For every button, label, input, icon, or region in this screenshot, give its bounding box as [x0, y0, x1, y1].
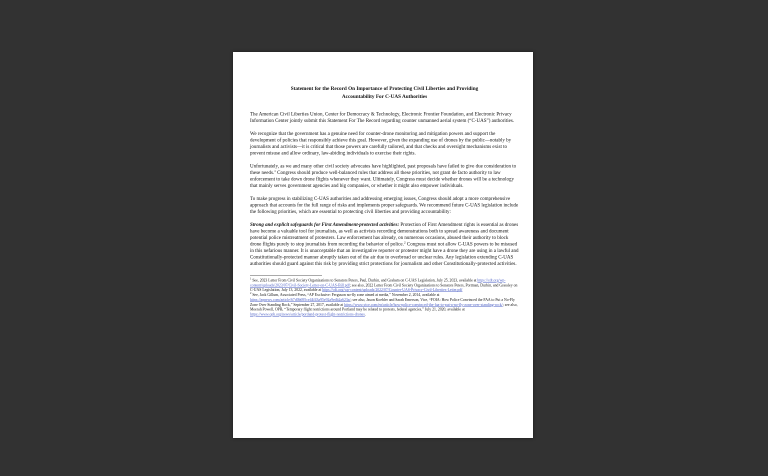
footnote-reference-2: 2 — [403, 240, 406, 245]
document-page-content — [233, 52, 533, 438]
footnote-marker-2: 2 — [250, 292, 252, 296]
footnote-text: ; see also, Meerah Powell, OPB, “Temporary flight restrictions around Portland may be related to protests, federal agencies,” July 21, 2020, available at — [250, 302, 518, 312]
paragraph-text: Unfortunately, as we and many other civil society advocates have highlighted, past proposals have failed to give due consideration to these needs. — [250, 163, 517, 176]
paragraph-text: Protection of First Amendment rights is essential as drones have become a valuable tool for journalists, as well as activists recording demonstrations both to spread awareness and document potential police mistreatment of protesters. Law enforcement has already, on numerous occasions, abused their authority to block drone flights purely to stop journalists from recording the behavior of police. — [250, 222, 519, 247]
footnote-text: See, Jack Gillum, Associated Press, “AP Exclusive: Ferguson no-fly zone aimed at media,” November 2, 2014, available at — [251, 292, 440, 298]
paragraph-intro: The American Civil Liberties Union, Center for Democracy & Technology, Electronic Frontier Foundation, and Electronic Privacy Information Center jointly submit this Statement For The Record regarding counter unmanned aerial system (“C-UAS”) authorities. — [250, 111, 515, 124]
paragraph-lead-heading: Strong and explicit safeguards for First Amendment-protected activities: — [250, 222, 400, 228]
footnote-reference-1: 1 — [274, 168, 276, 173]
footnote-text: ; see also, Jason Koebler and Sarah Emerson, Vice, “FOIA: How Police Convinced the FAA to Put a No-Fly Zone Over Standing Rock,” September 27, 2017, available at — [250, 297, 515, 307]
paragraph-text: Congress must not allow C-UAS powers to be misused in this nefarious manner. It is unacceptable that an investigative reporter or protester might have a drone they are using in a lawful and Constitutionally-protected manner abruptly taken out of the air due to overbroad or unclear rules. Any legislation extending C-UAS authorities should guard against this risk by providing strict protections for journalism and other Constitutionally-protected activities. — [250, 241, 519, 267]
paragraph-recognize: We recognize that the government has a genuine need for counter-drone monitoring and mitigation powers and support the development of policies that responsibly achieve this goal. However, given the expanding use of drones by the public—notably by journalists and activists—it is critical that those powers are carefully tailored, and that checks and oversight mechanisms exist to prevent misuse and allow ordinary, law-abiding individuals to exercise their rights. — [250, 131, 512, 156]
footnote-link[interactable]: https://www.opb.org/news/article/portland-protest-flight-restrictions-drones — [250, 311, 365, 317]
footnote-separator — [250, 275, 322, 276]
footnote-link[interactable]: https://apnews.com/article/67d0b695ce44f43a95e92a9edb2a623a/ — [250, 297, 351, 302]
paragraph-unfortunately — [250, 163, 519, 189]
footnote-text: ; see also, 2022 Letter From Civil Society Organizations to Senators Peters, Portman, Durbin, and Grassley on C-UAS Legislation, July 13, 2022, available at — [250, 282, 518, 293]
footnote-link[interactable]: https://www.vice.com/en/article/how-police-convinced-the-faa-to-put-a-no-fly-zone-over-standing-rock/ — [344, 302, 503, 307]
paragraph-progress: To make progress in stabilizing C-UAS authorities and addressing emerging issues, Congress should adopt a more comprehensive approach that accounts for the full range of risks and implements proper safeguards. We recommend future C-UAS legislation include the following priorities, which are essential to protecting civil liberties and providing accountability: — [250, 196, 519, 215]
footnote-marker-1: 1 — [250, 277, 252, 281]
document-title-line-1: Statement for the Record On Importance of Protecting Civil Liberties and Providing — [290, 86, 479, 92]
document-title-line-2: Accountability For C-UAS Authorities — [341, 94, 428, 100]
document-title — [250, 85, 519, 101]
document-page — [233, 52, 533, 438]
footnote-2 — [250, 293, 519, 317]
paragraph-text: Congress should produce well-balanced rules that address all these priorities, not grant de facto authority to law enforcement to take down drone flights whenever they want. Ultimately, Congress must decide whether drones will be a technology that mainly serves government agencies and big companies, or whether it might also empower individuals. — [250, 170, 515, 189]
footnote-link[interactable]: https://cdt.org/wp-content/uploads/2022/07/Counter-UAS-Privacy-Civil-Liberties-Letter.pdf — [322, 287, 463, 293]
paragraph-first-amendment — [250, 222, 519, 268]
footnote-text: . — [364, 311, 366, 317]
footnote-link[interactable]: https://cdt.org/wp-content/uploads/2023/07/Civil-Society-Letter-on-C-UAS-Bill.pdf — [250, 278, 506, 288]
footnote-text: See, 2023 Letter From Civil Society Organizations to Senators Peters, Paul, Durbin, and Graham on C-UAS Legislation, July 25, 2023, available at — [251, 278, 478, 283]
